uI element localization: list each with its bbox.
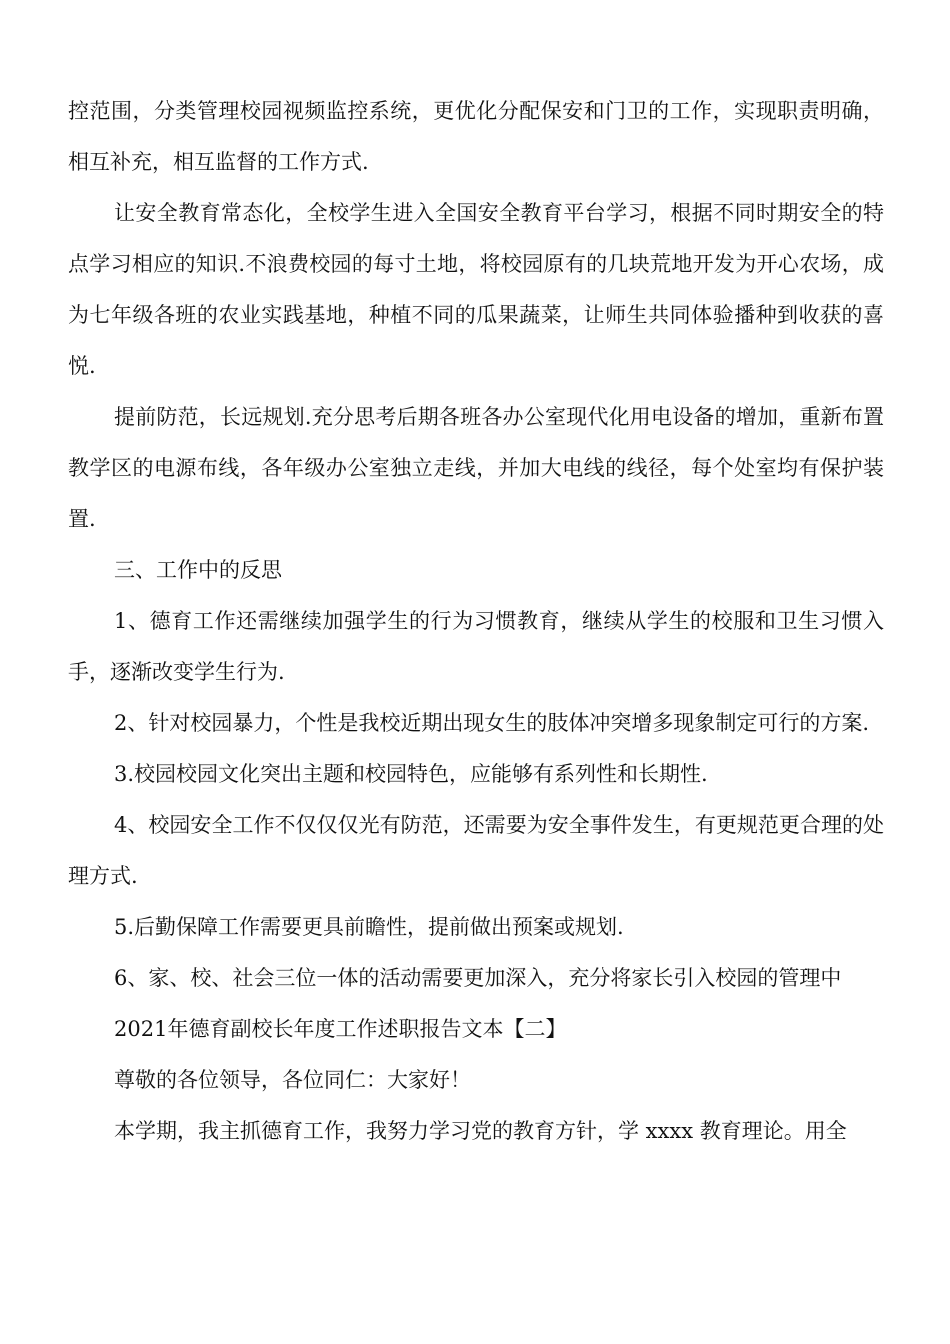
section-heading-reflection: 三、工作中的反思 — [114, 558, 282, 582]
reflection-item-3: 3.校园校园文化突出主题和校园特色，应能够有系列性和长期性. — [114, 762, 708, 786]
paragraph-2: 让安全教育常态化，全校学生进入全国安全教育平台学习，根据不同时期安全的特点学习相应的知识.不浪费校园的每寸土地，将校园原有的几块荒地开发为开心农场，成为七年级各班的农业实践基地，种植不同的瓜果蔬菜，让师生共同体验播种到收获的喜悦. — [68, 201, 884, 378]
reflection-item-2: 2、针对校园暴力，个性是我校近期出现女生的肢体冲突增多现象制定可行的方案. — [114, 711, 870, 735]
reflection-item-5: 5.后勤保障工作需要更具前瞻性，提前做出预案或规划. — [114, 915, 624, 939]
report-title-2: 2021年德育副校长年度工作述职报告文本【二】 — [114, 1017, 567, 1041]
reflection-item-1: 1、德育工作还需继续加强学生的行为习惯教育，继续从学生的校服和卫生习惯入手，逐渐改变学生行为. — [68, 609, 884, 684]
paragraph-intro: 本学期，我主抓德育工作，我努力学习党的教育方针，学 xxxx 教育理论。用全 — [114, 1119, 847, 1143]
paragraph-3: 提前防范，长远规划.充分思考后期各班各办公室现代化用电设备的增加，重新布置教学区的电源布线，各年级办公室独立走线，并加大电线的线径，每个处室均有保护装置. — [68, 405, 884, 531]
greeting: 尊敬的各位领导，各位同仁：大家好！ — [114, 1068, 471, 1092]
paragraph-1: 控范围，分类管理校园视频监控系统，更优化分配保安和门卫的工作，实现职责明确，相互补充，相互监督的工作方式. — [68, 99, 884, 174]
reflection-item-6: 6、家、校、社会三位一体的活动需要更加深入，充分将家长引入校园的管理中 — [114, 966, 842, 990]
document-page — [68, 86, 884, 1157]
reflection-item-4: 4、校园安全工作不仅仅仅光有防范，还需要为安全事件发生，有更规范更合理的处理方式. — [68, 813, 884, 888]
